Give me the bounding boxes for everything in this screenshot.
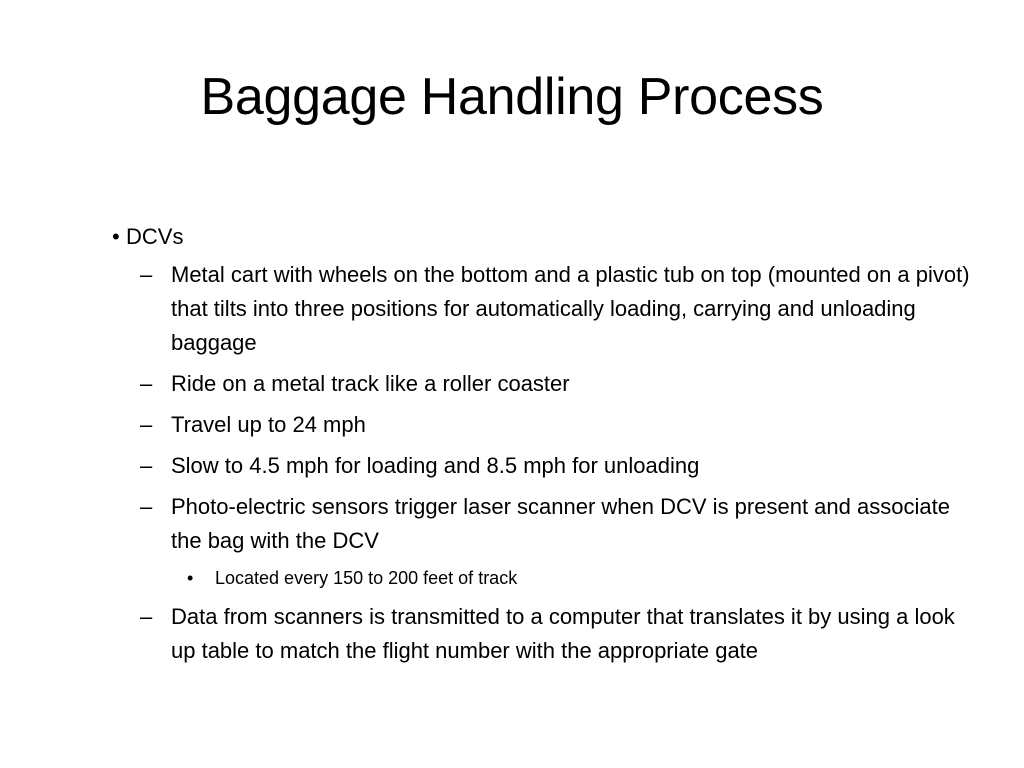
bullet-marker: • (187, 568, 194, 588)
slide-title: Baggage Handling Process (200, 68, 824, 126)
dash-marker: – (140, 453, 153, 478)
dash-marker: – (140, 494, 153, 519)
sub-bullet-text: Slow to 4.5 mph for loading and 8.5 mph for unloading (171, 453, 700, 478)
dash-marker: – (140, 262, 153, 287)
sub-sub-bullet-text: Located every 150 to 200 feet of track (215, 568, 518, 588)
sub-bullet-item-slow-speed (140, 449, 972, 483)
sub-bullet-item-data-transmission (140, 600, 972, 668)
dash-marker: – (140, 371, 153, 396)
bullet-item-dcvs (112, 220, 972, 254)
sub-bullet-text: Metal cart with wheels on the bottom and a plastic tub on top (mounted on a pivot) that tilts into three positions for automatically loading, carrying and unloading baggage (171, 262, 970, 355)
sub-bullet-text: Ride on a metal track like a roller coaster (171, 371, 570, 396)
bullet-list (112, 220, 972, 675)
dash-marker: – (140, 604, 153, 629)
sub-bullet-item-metal-cart (140, 258, 972, 360)
sub-bullet-item-sensors (140, 490, 972, 558)
dash-marker: – (140, 412, 153, 437)
sub-bullet-text: Data from scanners is transmitted to a computer that translates it by using a look up table to match the flight number with the appropriate gate (171, 604, 955, 663)
sub-bullet-text: Travel up to 24 mph (171, 412, 366, 437)
sub-bullet-item-travel-speed (140, 408, 972, 442)
sub-bullet-item-track (140, 367, 972, 401)
bullet-marker: • (112, 224, 120, 249)
sub-bullet-text: Photo-electric sensors trigger laser scanner when DCV is present and associate the bag with the DCV (171, 494, 950, 553)
bullet-text: DCVs (126, 224, 184, 249)
sub-sub-bullet-item-location (187, 565, 972, 591)
